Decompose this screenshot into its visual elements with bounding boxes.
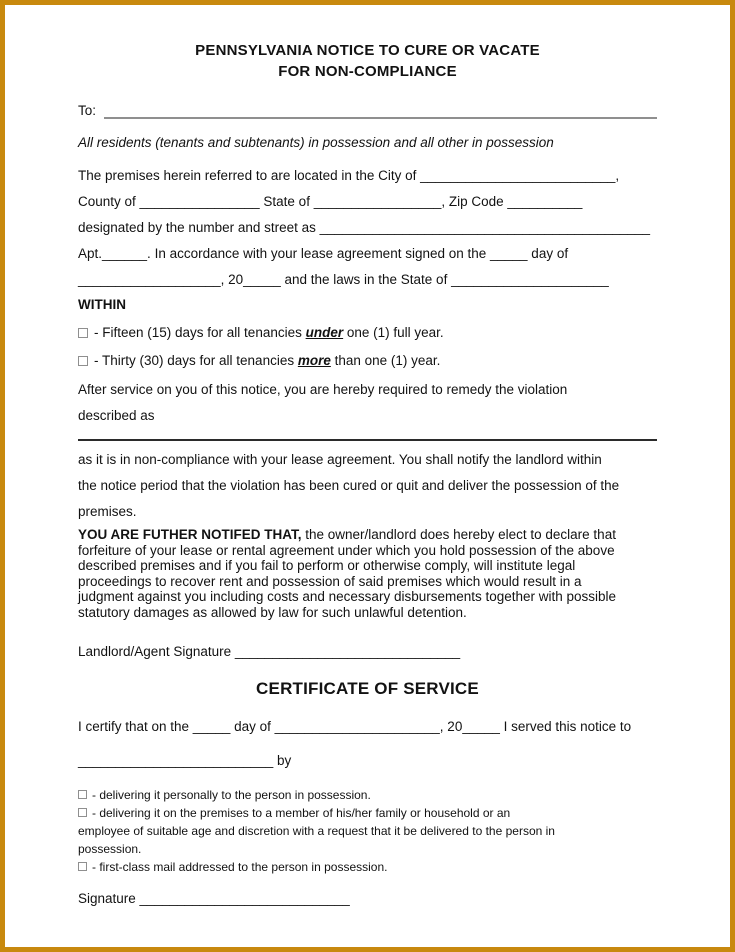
non-compliance-line: the notice period that the violation has been cured or quit and deliver the possession of the [78,478,620,493]
further-notice-line: forfeiture of your lease or rental agreement under which you hold possession of the above [78,542,615,558]
service-methods-list [78,786,657,876]
option-text-post: than one (1) year. [330,353,441,368]
to-row [78,102,657,119]
further-notice-line: judgment against you including costs and necessary disbursements together with possible [78,589,617,604]
option-text-post: one (1) full year. [343,325,444,340]
server-signature-blank: ____________________________ [139,891,350,906]
service-method-line: employee of suitable age and discretion with a request that it be delivered to the person in [78,824,555,838]
premises-line: ___________________, 20_____ and the laws in the State of _____________________ [78,272,609,287]
notice-period-options [78,325,657,369]
option-emphasis: more [297,353,331,368]
service-method-personal [78,786,657,804]
empty-checkbox-icon [78,328,88,338]
premises-line: County of ________________ State of _________________, Zip Code __________ [78,194,583,209]
empty-checkbox-icon [78,790,87,799]
service-method-mail [78,858,657,876]
remedy-paragraph [78,377,657,429]
service-method-line [78,804,657,822]
further-notice-line1-rest: the owner/landlord does hereby elect to declare that [301,527,616,542]
certify-statement-line: I certify that on the _____ day of ______________________, 20_____ I served this notice to [78,719,632,734]
remedy-line: described as [78,408,155,423]
server-signature-row [78,891,657,907]
option-thirty-days [78,353,657,369]
recipients-note: All residents (tenants and subtenants) in possession and all other in possession [78,135,554,150]
landlord-signature-blank: ______________________________ [234,644,461,659]
landlord-signature-label: Landlord/Agent Signature [78,644,235,659]
document-title-line1: PENNSYLVANIA NOTICE TO CURE OR VACATE [195,42,540,59]
service-method-text: - delivering it on the premises to a member of his/her family or household or an [92,806,511,820]
service-method-text: - first-class mail addressed to the person in possession. [92,860,388,874]
further-notice-line: statutory damages as allowed by law for such unlawful detention. [78,604,467,620]
service-method-household [78,804,657,858]
to-blank-line [104,102,657,119]
option-text-pre: - Fifteen (15) days for all tenancies [94,325,306,340]
premises-line: Apt.______. In accordance with your lease agreement signed on the _____ day of [78,246,569,261]
further-notice-paragraph [78,527,657,620]
option-text-pre: - Thirty (30) days for all tenancies [94,353,298,368]
further-notice-lead: YOU ARE FUTHER NOTIFED THAT, [78,527,302,542]
violation-blank-line [78,439,657,441]
empty-checkbox-icon [78,808,87,817]
further-notice-line: proceedings to recover rent and possession of said premises which would result in a [78,573,582,589]
document-title [78,40,657,82]
non-compliance-paragraph [78,447,657,525]
option-fifteen-days [78,325,657,341]
landlord-signature-row [78,644,657,660]
empty-checkbox-icon [78,356,88,366]
premises-paragraph [78,163,657,293]
served-to-row [78,753,657,769]
document-title-line2: FOR NON-COMPLIANCE [278,63,457,80]
premises-line: designated by the number and street as ____________________________________________ [78,220,651,235]
to-label: To: [78,103,97,118]
further-notice-line [78,527,657,543]
within-heading: WITHIN [78,297,126,312]
service-method-text: - delivering it personally to the person in possession. [92,788,371,802]
premises-line: The premises herein referred to are located in the City of __________________________, [78,168,620,183]
further-notice-line: described premises and if you fail to perform or otherwise comply, will institute legal [78,558,576,573]
certificate-heading: CERTIFICATE OF SERVICE [256,679,479,698]
non-compliance-line: premises. [78,504,137,519]
served-to-suffix: by [273,753,292,768]
served-to-blank: __________________________ [78,753,274,768]
server-signature-label: Signature [78,891,140,906]
empty-checkbox-icon [78,862,87,871]
option-emphasis: under [305,325,344,340]
remedy-line: After service on you of this notice, you are hereby required to remedy the violation [78,382,568,397]
service-method-line: possession. [78,842,142,856]
non-compliance-line: as it is in non-compliance with your lease agreement. You shall notify the landlord within [78,452,602,467]
